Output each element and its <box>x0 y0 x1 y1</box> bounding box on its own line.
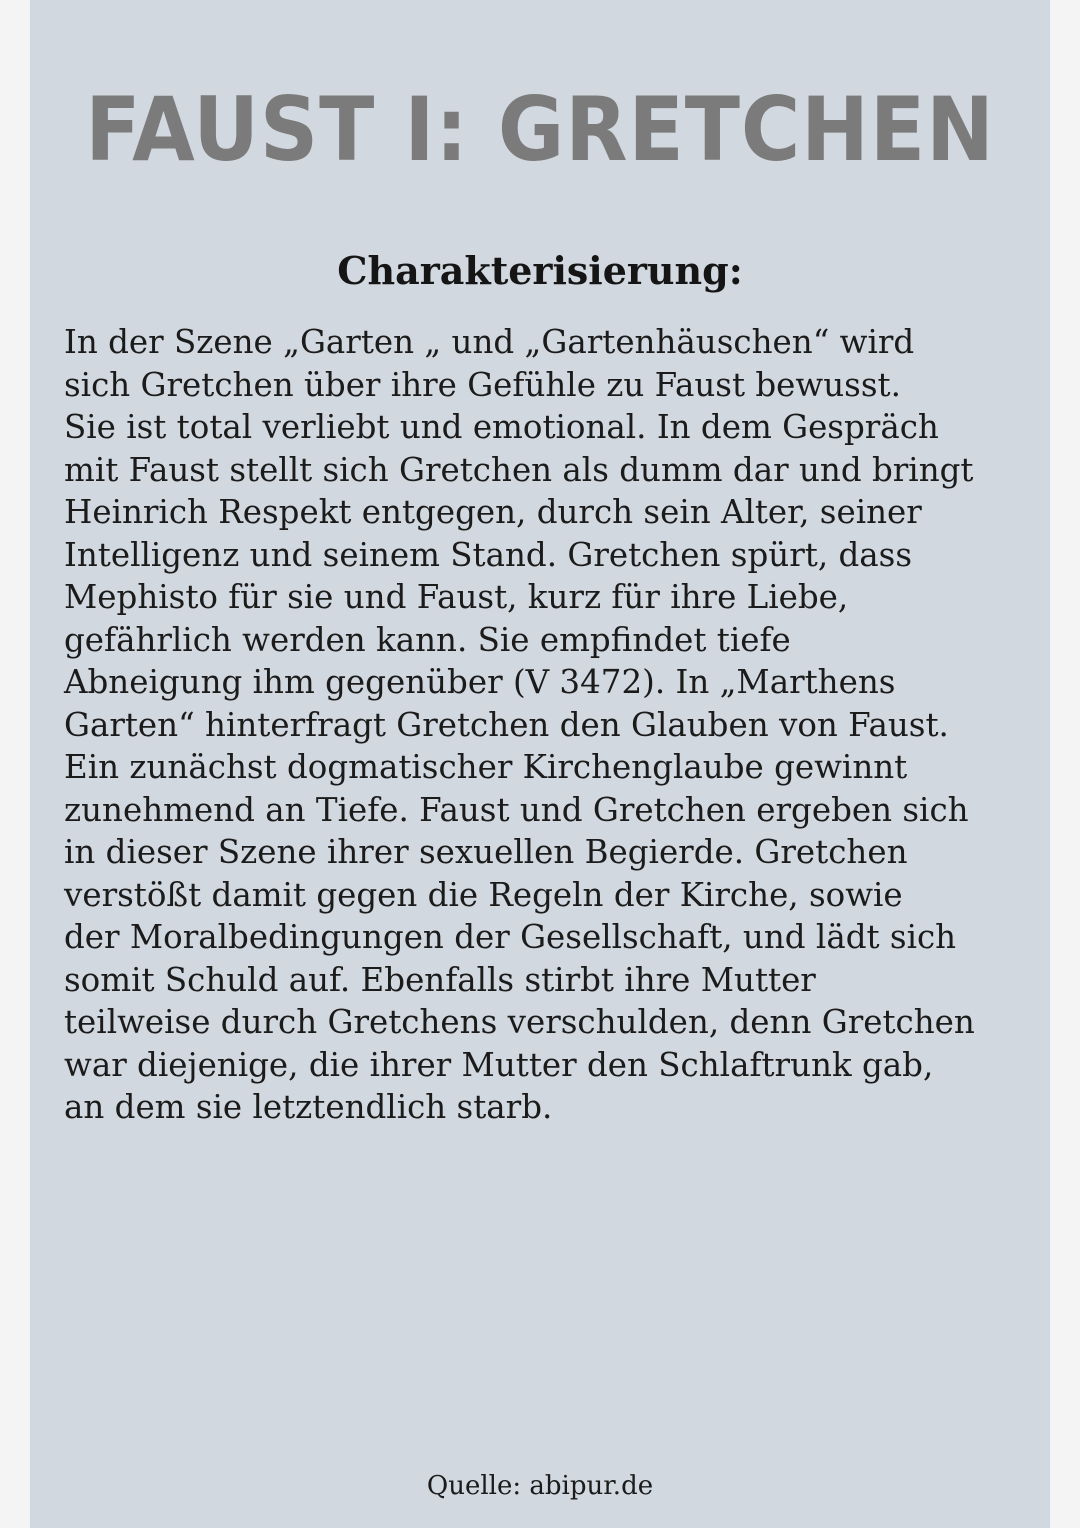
body-line: In der Szene „Garten „ und „Gartenhäuschen“ wird <box>64 323 915 361</box>
body-line: der Moralbedingungen der Gesellschaft, und lädt sich <box>64 918 957 956</box>
body-line: verstößt damit gegen die Regeln der Kirche, sowie <box>64 875 903 914</box>
body-line: Sie ist total verliebt und emotional. In dem Gespräch <box>64 408 939 446</box>
body-line: war diejenige, die ihrer Mutter den Schlaftrunk gab, <box>64 1045 934 1084</box>
source-credit: Quelle: abipur.de <box>426 1471 654 1501</box>
body-text <box>64 321 1034 1129</box>
body-line: teilweise durch Gretchens verschulden, denn Gretchen <box>64 1003 975 1041</box>
body-line: zunehmend an Tiefe. Faust und Gretchen ergeben sich <box>64 790 969 829</box>
body-line: Ein zunächst dogmatischer Kirchenglaube gewinnt <box>64 748 908 786</box>
body-line: Mephisto für sie und Faust, kurz für ihre Liebe, <box>64 578 849 616</box>
body-line: Intelligenz und seinem Stand. Gretchen spürt, dass <box>64 535 913 574</box>
body-line: an dem sie letztendlich starb. <box>64 1088 553 1126</box>
body-line: Heinrich Respekt entgegen, durch sein Alter, seiner <box>64 493 922 531</box>
body-line: sich Gretchen über ihre Gefühle zu Faust bewusst. <box>64 365 901 404</box>
section-heading: Charakterisierung: <box>337 248 743 293</box>
body-line: in dieser Szene ihrer sexuellen Begierde. Gretchen <box>64 833 908 871</box>
body-line: somit Schuld auf. Ebenfalls stirbt ihre Mutter <box>64 960 816 999</box>
body-line: Abneigung ihm gegenüber (V 3472). In „Marthens <box>64 663 896 701</box>
body-line: Garten“ hinterfragt Gretchen den Glauben von Faust. <box>64 705 949 744</box>
document-title: FAUST I: GRETCHEN <box>85 78 995 181</box>
body-line: gefährlich werden kann. Sie empfindet tiefe <box>64 620 791 659</box>
body-line: mit Faust stellt sich Gretchen als dumm dar und bringt <box>64 450 974 489</box>
document-card <box>30 0 1050 1528</box>
